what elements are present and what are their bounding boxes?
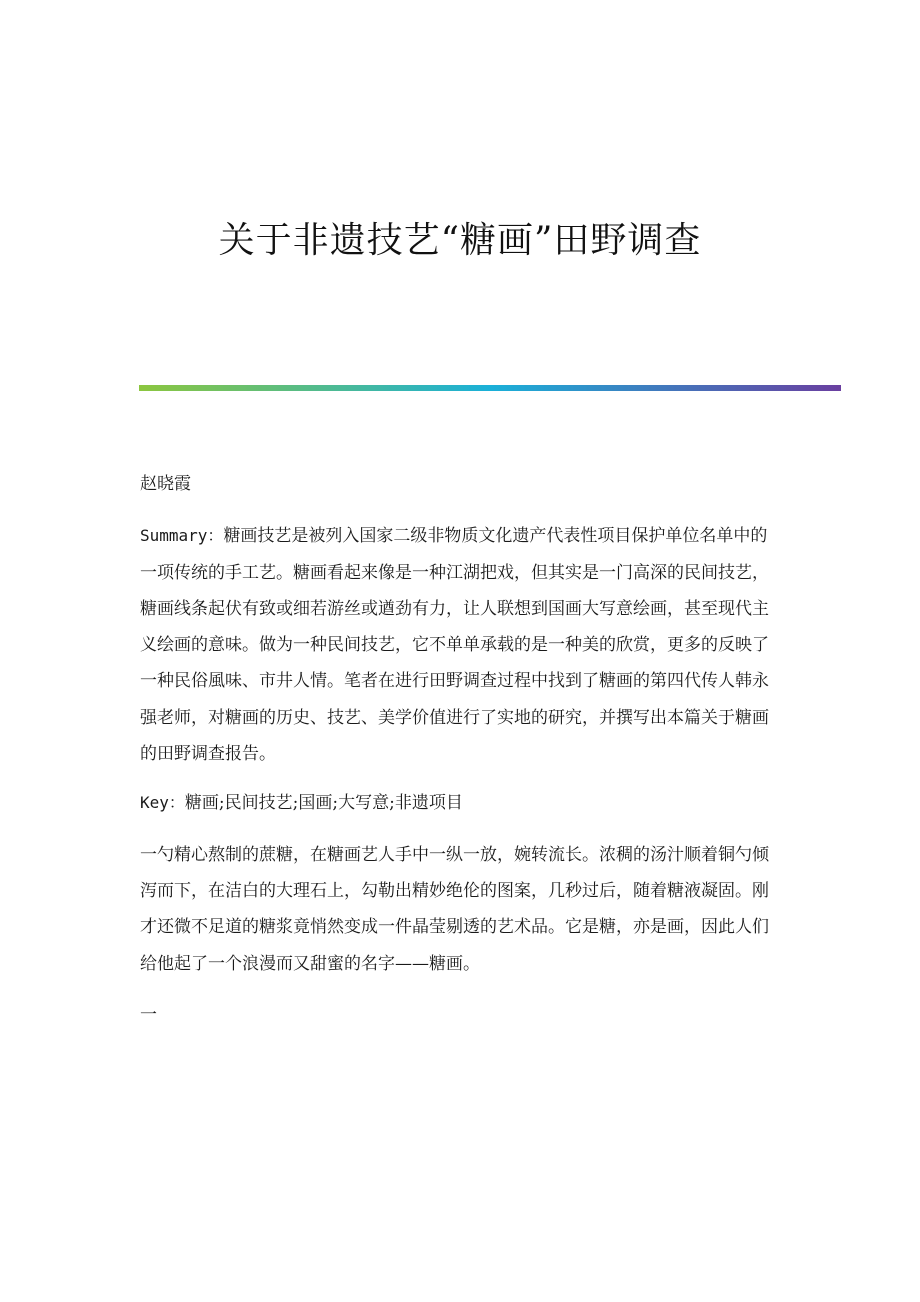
keywords-label: Key： (140, 793, 185, 813)
author-name: 赵晓霞 (140, 474, 191, 494)
summary-text: 糖画技艺是被列入国家二级非物质文化遗产代表性项目保护单位名单中的一项传统的手工艺。糖画看起来像是一种江湖把戏，但其实是一门高深的民间技艺，糖画线条起伏有致或细若游丝或遒劲有力，让人联想到国画大写意绘画，甚至现代主义绘画的意味。做为一种民间技艺，它不单单承载的是一种美的欣赏，更多的反映了一种民俗風味、市井人情。笔者在进行田野调查过程中找到了糖画的第四代传人韩永强老师，对糖画的历史、技艺、美学价值进行了实地的研究，并撰写出本篇关于糖画的田野调查报告。 (140, 526, 769, 765)
summary-label: Summary： (140, 526, 224, 546)
document-title: 关于非遗技艺“糖画”田野调查 (218, 220, 702, 261)
title-divider (139, 385, 841, 391)
summary-paragraph (140, 518, 780, 772)
keywords-paragraph (140, 785, 780, 821)
section-number: 一 (140, 1004, 157, 1025)
body-paragraph: 一勺精心熬制的蔗糖，在糖画艺人手中一纵一放，婉转流长。浓稠的汤汁顺着铜勺倾泻而下，在洁白的大理石上，勾勒出精妙绝伦的图案，几秒过后，随着糖液凝固。刚才还微不足道的糖浆竟悄然变成一件晶莹剔透的艺术品。它是糖，亦是画，因此人们给他起了一个浪漫而又甜蜜的名字——糖画。 (140, 844, 769, 974)
document-body (140, 466, 780, 1033)
keywords-text: 糖画;民间技艺;国画;大写意;非遗项目 (184, 793, 463, 814)
